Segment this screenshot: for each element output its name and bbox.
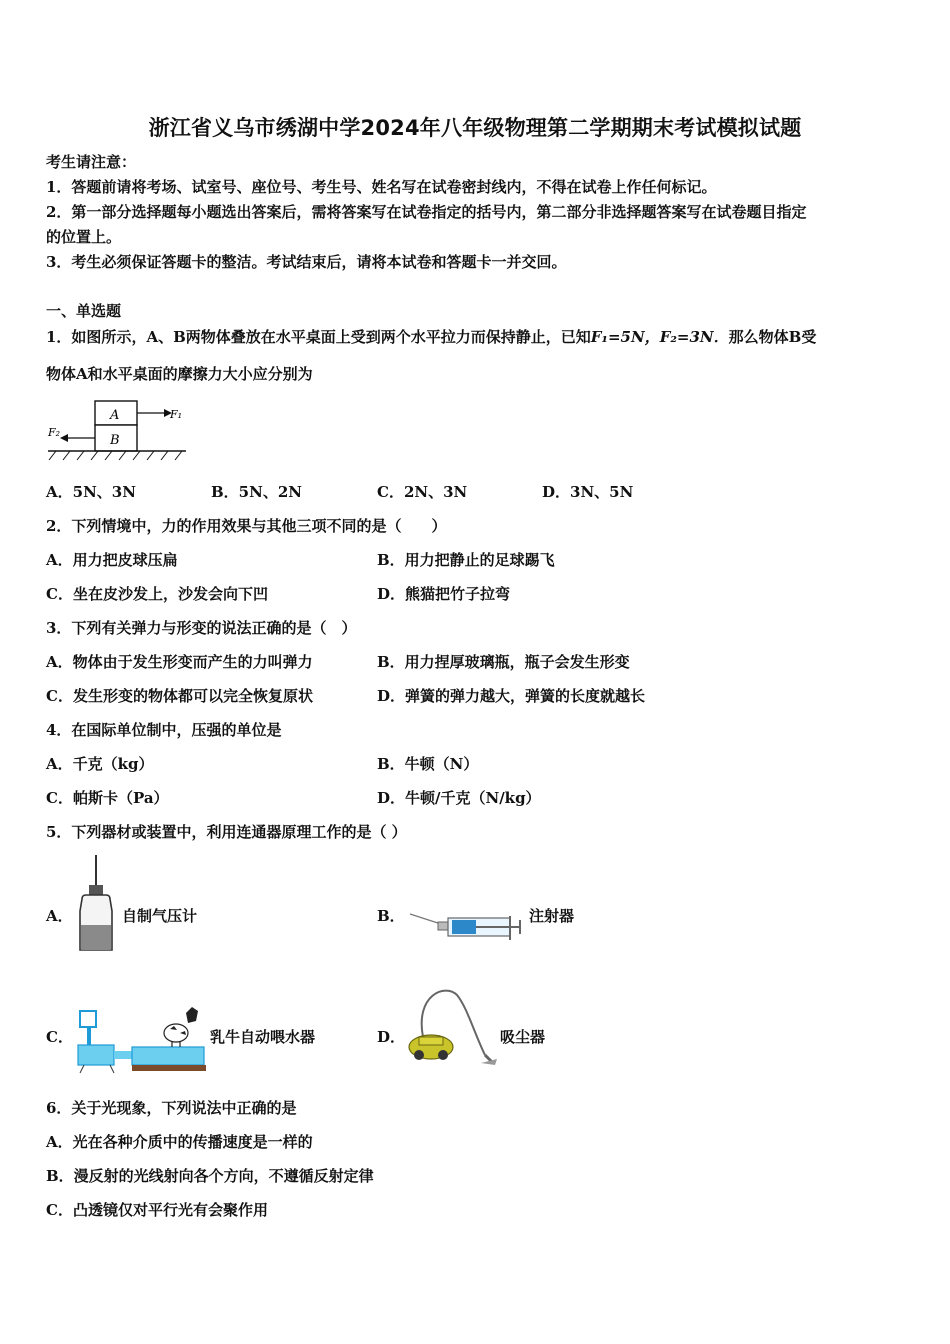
q2-option-a[interactable]: A．用力把皮球压扁 xyxy=(46,551,178,569)
arrow-f2-head xyxy=(60,434,68,442)
notice-item: 的位置上。 xyxy=(46,228,122,246)
q4-option-c[interactable]: C．帕斯卡（Pa） xyxy=(46,789,169,807)
notice-item: 1．答题前请将考场、试室号、座位号、考生号、姓名写在试卷密封线内，不得在试卷上作任何标记。 xyxy=(46,178,717,196)
q3-option-d[interactable]: D．弹簧的弹力越大，弹簧的长度就越长 xyxy=(377,687,646,705)
q1-option-a[interactable]: A．5N、3N xyxy=(46,483,136,501)
q5-stem: 5．下列器材或装置中，利用连通器原理工作的是（ ） xyxy=(46,823,407,841)
q1-stem-text-b: 那么物体B受 xyxy=(728,328,817,346)
q5-option-c-letter[interactable]: C． xyxy=(46,1028,73,1046)
notice-item: 2．第一部分选择题每小题选出答案后，需将答案写在试卷指定的括号内，第二部分非选择题答案写在试卷题目指定 xyxy=(46,203,807,221)
syringe-icon xyxy=(408,910,523,952)
q1-stem-line2: 物体A和水平桌面的摩擦力大小应分别为 xyxy=(46,365,313,383)
q2-option-c[interactable]: C．坐在皮沙发上，沙发会向下凹 xyxy=(46,585,268,603)
q5-option-d-letter[interactable]: D． xyxy=(377,1028,406,1046)
q5-option-b-label[interactable]: 注射器 xyxy=(529,907,575,925)
q1-stem xyxy=(46,328,816,346)
section-heading: 一、单选题 xyxy=(46,302,122,320)
q1-option-c[interactable]: C．2N、3N xyxy=(377,483,468,501)
q1-f2: F₂=3N． xyxy=(659,328,729,346)
q6-option-b[interactable]: B．漫反射的光线射向各个方向，不遵循反射定律 xyxy=(46,1167,374,1185)
notice-heading: 考生请注意： xyxy=(46,153,137,171)
label-b: B xyxy=(110,433,120,448)
q4-option-a[interactable]: A．千克（kg） xyxy=(46,755,154,773)
q1-f1: F₁=5N， xyxy=(590,328,660,346)
q1-option-d[interactable]: D．3N、5N xyxy=(542,483,634,501)
q1-figure-blocks xyxy=(46,396,190,464)
q2-option-b[interactable]: B．用力把静止的足球踢飞 xyxy=(377,551,555,569)
q3-option-b[interactable]: B．用力捏厚玻璃瓶，瓶子会发生形变 xyxy=(377,653,630,671)
q5-option-d-label[interactable]: 吸尘器 xyxy=(500,1028,546,1046)
water-feeder-icon xyxy=(74,1003,210,1075)
label-a: A xyxy=(110,408,120,423)
barometer-icon xyxy=(72,855,120,955)
q3-stem: 3．下列有关弹力与形变的说法正确的是（ ） xyxy=(46,619,357,637)
q5-option-c-label[interactable]: 乳牛自动喂水器 xyxy=(210,1028,316,1046)
q1-option-b[interactable]: B．5N、2N xyxy=(211,483,302,501)
vacuum-cleaner-icon xyxy=(405,985,497,1067)
q5-option-a-label[interactable]: 自制气压计 xyxy=(122,907,198,925)
q4-option-b[interactable]: B．牛顿（N） xyxy=(377,755,479,773)
q5-option-a-letter[interactable]: A． xyxy=(46,907,73,925)
q3-option-a[interactable]: A．物体由于发生形变而产生的力叫弹力 xyxy=(46,653,313,671)
q5-option-b-letter[interactable]: B． xyxy=(377,907,405,925)
q6-stem: 6．关于光现象，下列说法中正确的是 xyxy=(46,1099,297,1117)
q6-option-a[interactable]: A．光在各种介质中的传播速度是一样的 xyxy=(46,1133,313,1151)
q2-stem: 2．下列情境中，力的作用效果与其他三项不同的是（ ） xyxy=(46,517,447,535)
table-hatching xyxy=(49,451,182,460)
q4-stem: 4．在国际单位制中，压强的单位是 xyxy=(46,721,282,739)
q1-stem-text: 1．如图所示，A、B两物体叠放在水平桌面上受到两个水平拉力而保持静止，已知 xyxy=(46,328,591,346)
q2-option-d[interactable]: D．熊猫把竹子拉弯 xyxy=(377,585,511,603)
notice-item: 3．考生必须保证答题卡的整洁。考试结束后，请将本试卷和答题卡一并交回。 xyxy=(46,253,567,271)
page-title: 浙江省义乌市绣湖中学2024年八年级物理第二学期期末考试模拟试题 xyxy=(148,116,802,140)
label-f2: F₂ xyxy=(48,426,61,439)
q3-option-c[interactable]: C．发生形变的物体都可以完全恢复原状 xyxy=(46,687,313,705)
q6-option-c[interactable]: C．凸透镜仅对平行光有会聚作用 xyxy=(46,1201,268,1219)
label-f1: F₁ xyxy=(170,408,183,421)
q4-option-d[interactable]: D．牛顿/千克（N/kg） xyxy=(377,789,541,807)
